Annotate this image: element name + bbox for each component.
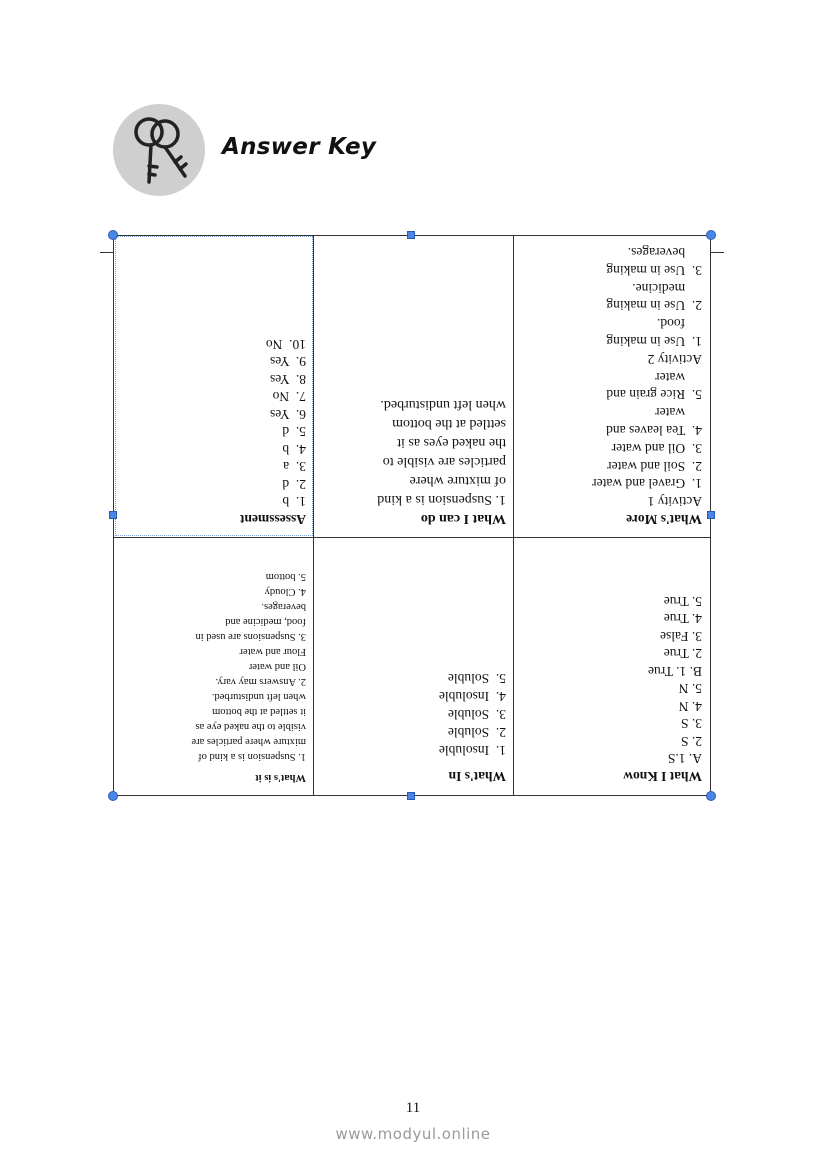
answer-line: 6. Yes (269, 407, 306, 422)
answer-line: food. (657, 316, 702, 332)
what-i-know-cell (516, 537, 708, 794)
answer-line: 5. Rice grain and (606, 387, 702, 403)
answer-line: 1. Suspension is a kind (377, 492, 506, 507)
answer-line: 10. No (265, 337, 306, 352)
answer-line: 5. N (678, 681, 702, 697)
answer-line: 4. Tea leaves and (606, 423, 702, 439)
whats-more-cell (516, 237, 708, 537)
answer-line: medicine. (632, 280, 702, 296)
assessment-cell (116, 237, 312, 537)
whats-is-it-cell (116, 537, 312, 794)
page-title: Answer Key (222, 134, 377, 160)
answer-line: 2. Soil and water (607, 458, 702, 474)
what-i-can-do-cell (316, 237, 512, 537)
cell-title: What I Know (623, 769, 702, 784)
answer-line: mixture where particles are (191, 736, 306, 747)
answer-line: 1. Use in making (606, 334, 702, 350)
answer-line: 4. True (663, 611, 702, 627)
answer-line: 4. Insoluble (438, 689, 506, 704)
answer-line: Activity 2 (647, 351, 702, 367)
cell-title: What's More (626, 512, 702, 527)
whats-in-cell (316, 537, 512, 794)
answer-line: B. 1. True (647, 664, 702, 679)
answer-line: 5. Soluble (447, 671, 506, 686)
answer-line: 5. bottom (265, 571, 306, 582)
answer-line: 4. b (282, 442, 306, 457)
answer-line: when left undisturbed. (380, 397, 506, 412)
answer-line: Flour and water (239, 646, 306, 657)
answer-line: 3. S (680, 716, 702, 732)
answer-line: 1. Gravel and water (592, 476, 702, 492)
table-edge-mark (100, 252, 113, 253)
answer-line: 3. a (283, 459, 306, 475)
table-divider (313, 235, 314, 796)
answer-line: 3. Suspensions are used in (195, 631, 306, 642)
answer-line: 5. d (282, 424, 306, 440)
answer-line: 3. Soluble (447, 707, 506, 722)
answer-line: beverages. (627, 245, 702, 261)
answer-line: it settled at the bottom (212, 706, 306, 717)
cell-title: What's is it (255, 772, 306, 783)
answer-line: 9. Yes (269, 354, 306, 370)
answer-line: 2. Soluble (447, 725, 506, 740)
table-edge-mark (711, 252, 724, 253)
answer-line: 2. Answers may vary. (215, 676, 306, 687)
answer-line: beverages. (261, 601, 306, 612)
table-divider (513, 235, 514, 796)
answer-line: 1. b (282, 494, 306, 510)
watermark: www.modyul.online (335, 1125, 491, 1143)
answer-line: 3. Use in making (606, 262, 702, 278)
answer-line: of mixture where (409, 473, 506, 488)
answer-line: 7. No (272, 389, 306, 405)
cell-title: Assessment (240, 512, 306, 527)
answer-line: A. 1.S (667, 751, 702, 767)
answer-line: visible to the naked eye as (195, 721, 306, 732)
answer-line: settled at the bottom (392, 416, 506, 431)
answer-line: water (655, 405, 702, 421)
answer-line: 5. True (663, 594, 702, 609)
answer-line: 2. Use in making (606, 298, 702, 314)
answer-line: 1. Insoluble (438, 743, 506, 758)
answer-line: food, medicine and (225, 616, 306, 627)
answer-line: Activity 1 (647, 494, 702, 510)
answer-line: water (655, 369, 702, 385)
answer-line: Oil and water (248, 661, 306, 672)
answer-line: 2. d (282, 477, 306, 492)
answer-line: 2. S (680, 734, 702, 749)
answer-line: 8. Yes (269, 372, 306, 387)
answer-line: 2. True (663, 646, 702, 662)
cell-title: What I can do (420, 511, 506, 526)
answer-line: 4. Cloudy (264, 586, 306, 597)
answer-line: when left undisturbed. (211, 691, 306, 702)
answer-line: particles are visible to (382, 454, 506, 469)
resize-handle[interactable] (707, 511, 715, 519)
answer-line: 4. N (678, 699, 702, 714)
answer-line: the naked eyes as it (397, 435, 506, 450)
keys-icon (113, 104, 205, 196)
page-number: 11 (405, 1100, 421, 1116)
answer-line: 3. Oil and water (611, 440, 702, 456)
cell-title: What's In (448, 769, 506, 784)
answer-line: 1. Suspension is a kind of (198, 751, 306, 762)
answer-line: 3. False (660, 629, 702, 644)
